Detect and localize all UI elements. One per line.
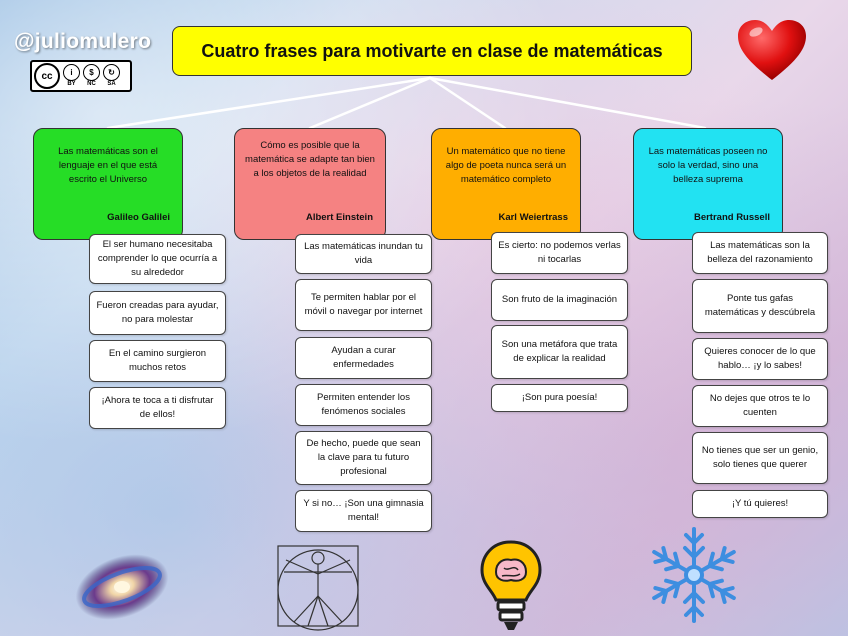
- lightbulb-brain-icon: [478, 538, 544, 634]
- diagram-title: Cuatro frases para motivarte en clase de matemáticas: [172, 26, 692, 76]
- quote-text: Las matemáticas son el lenguaje en el que está escrito el Universo: [58, 146, 158, 185]
- author-handle: @juliomulero: [14, 30, 152, 53]
- list-item: Ayudan a curar enfermedades: [295, 337, 432, 379]
- quote-box-weiertrass: [431, 128, 581, 240]
- cc-icon: cc: [34, 63, 60, 89]
- list-item: ¡Ahora te toca a ti disfrutar de ellos!: [89, 387, 226, 429]
- vitruvian-man-icon: [272, 538, 364, 634]
- license-by-label: BY: [67, 81, 76, 87]
- list-item: Es cierto: no podemos verlas ni tocarlas: [491, 232, 628, 274]
- quote-box-einstein: [234, 128, 386, 240]
- list-item: No tienes que ser un genio, solo tienes que querer: [692, 432, 828, 484]
- list-item: El ser humano necesitaba comprender lo que ocurría a su alrededor: [89, 234, 226, 284]
- snowflake-icon: [646, 520, 742, 630]
- list-item: Quieres conocer de lo que hablo… ¡y lo sabes!: [692, 338, 828, 380]
- galaxy-icon: [70, 540, 174, 634]
- by-icon: i BY: [63, 64, 80, 88]
- quote-box-galileo: [33, 128, 183, 240]
- list-item: Y si no… ¡Son una gimnasia mental!: [295, 490, 432, 532]
- list-item: ¡Y tú quieres!: [692, 490, 828, 518]
- quote-box-russell: [633, 128, 783, 240]
- quote-author: Albert Einstein: [305, 212, 373, 223]
- sa-icon: ↻ SA: [103, 64, 120, 88]
- quote-text: Las matemáticas poseen no solo la verdad, sino una belleza suprema: [648, 146, 768, 185]
- list-item: Ponte tus gafas matemáticas y descúbrela: [692, 279, 828, 333]
- list-item: Fueron creadas para ayudar, no para molestar: [89, 291, 226, 335]
- license-sa-label: SA: [107, 81, 116, 87]
- list-item: Son fruto de la imaginación: [491, 279, 628, 321]
- quote-author: Galileo Galilei: [107, 212, 170, 223]
- list-item: Permiten entender los fenómenos sociales: [295, 384, 432, 426]
- quote-author: Karl Weiertrass: [498, 212, 568, 223]
- list-item: ¡Son pura poesía!: [491, 384, 628, 412]
- list-item: Las matemáticas inundan tu vida: [295, 234, 432, 274]
- license-nc-label: NC: [87, 81, 96, 87]
- nc-icon: $ NC: [83, 64, 100, 88]
- list-item: De hecho, puede que sean la clave para tu futuro profesional: [295, 431, 432, 485]
- list-item: No dejes que otros te lo cuenten: [692, 385, 828, 427]
- heart-icon: [736, 18, 808, 84]
- cc-license-badge: [30, 60, 132, 92]
- list-item: Las matemáticas son la belleza del razonamiento: [692, 232, 828, 274]
- quote-author: Bertrand Russell: [693, 212, 770, 223]
- list-item: Te permiten hablar por el móvil o navegar por internet: [295, 279, 432, 331]
- quote-text: Cómo es posible que la matemática se adapte tan bien a los objetos de la realidad: [245, 140, 375, 179]
- list-item: En el camino surgieron muchos retos: [89, 340, 226, 382]
- quote-text: Un matemático que no tiene algo de poeta nunca será un matemático completo: [445, 146, 567, 185]
- list-item: Son una metáfora que trata de explicar la realidad: [491, 325, 628, 379]
